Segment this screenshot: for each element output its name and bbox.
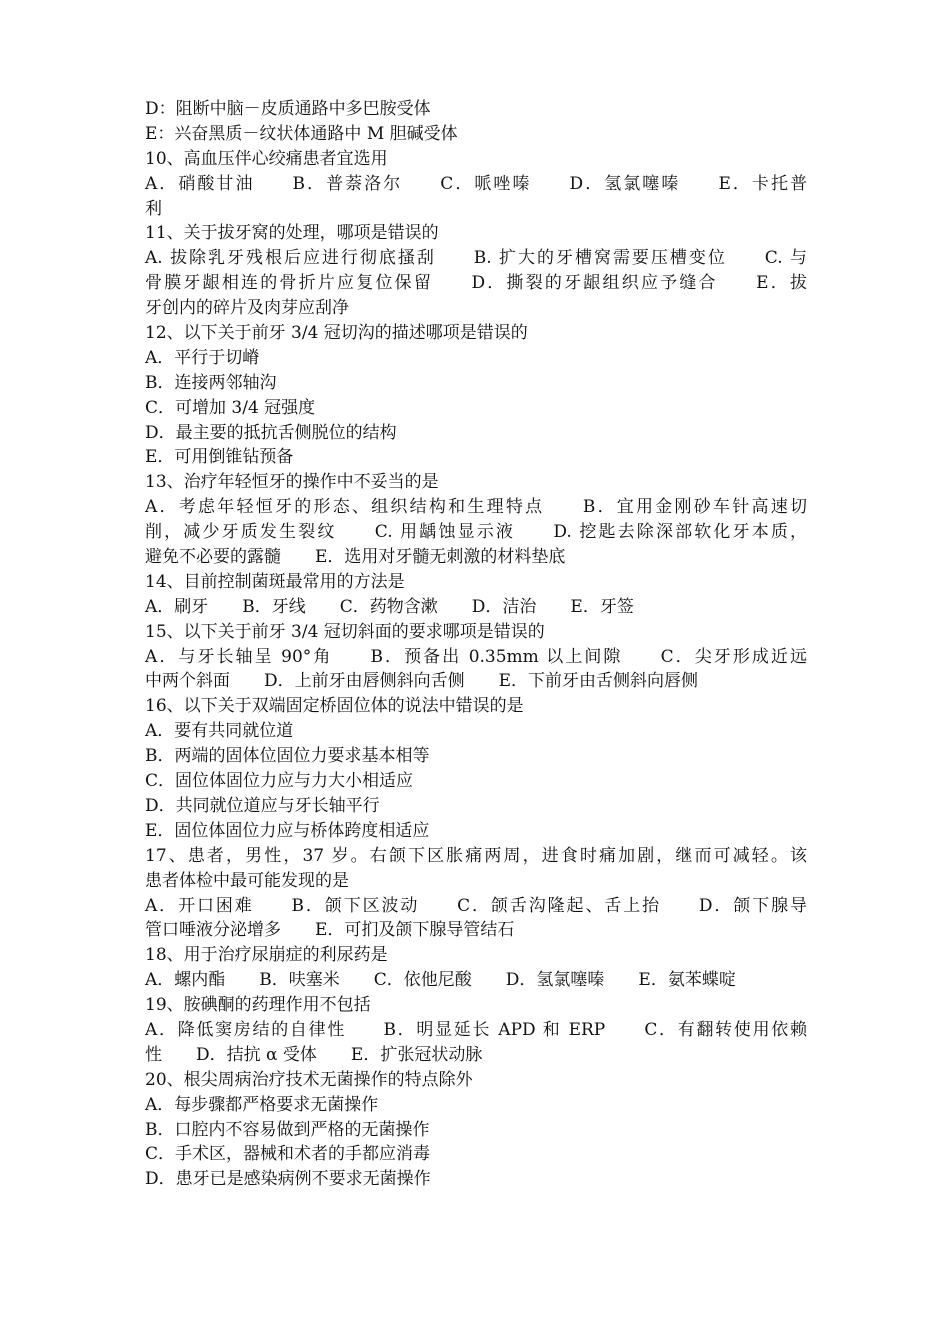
question-stem: 20、根尖周病治疗技术无菌操作的特点除外	[145, 1069, 473, 1090]
answer-option: C．固位体固位力应与力大小相适应	[145, 771, 414, 792]
text-line: E：兴奋黑质－纹状体通路中 M 胆碱受体	[145, 123, 458, 144]
answer-options-line: 削，减少牙质发生裂纹 C. 用龋蚀显示液 D. 挖匙去除深部软化牙本质，	[145, 522, 807, 543]
question-stem: 11、关于拔牙窝的处理，哪项是错误的	[145, 223, 439, 244]
answer-options-line: A．考虑年轻恒牙的形态、组织结构和生理特点 B．宜用金刚砂车针高速切	[145, 497, 807, 518]
answer-options-line: 避免不必要的露髓 E．选用对牙髓无刺激的材料垫底	[145, 547, 566, 568]
question-stem: 15、以下关于前牙 3/4 冠切斜面的要求哪项是错误的	[145, 621, 545, 642]
answer-option: B．两端的固体位固位力要求基本相等	[145, 746, 430, 767]
answer-options-line: A．降低窦房结的自律性 B．明显延长 APD 和 ERP C．有翻转使用依赖	[145, 1019, 807, 1040]
question-stem: 12、以下关于前牙 3/4 冠切沟的描述哪项是错误的	[145, 323, 528, 344]
answer-option: E．固位体固位力应与桥体跨度相适应	[145, 820, 430, 841]
answer-option: B．连接两邻轴沟	[145, 372, 277, 393]
answer-options-line: A．螺内酯 B．呋塞米 C．依他尼酸 D．氢氯噻嗪 E．氨苯蝶啶	[145, 970, 736, 991]
answer-option: D．最主要的抵抗舌侧脱位的结构	[145, 422, 397, 443]
answer-option: B．口腔内不容易做到严格的无菌操作	[145, 1119, 430, 1140]
answer-options-line: A. 拔除乳牙残根后应进行彻底搔刮 B. 扩大的牙槽窝需要压槽变位 C. 与	[145, 248, 807, 269]
answer-option: A．平行于切嵴	[145, 347, 260, 368]
answer-options-line: 牙创内的碎片及肉芽应刮净	[145, 298, 349, 319]
answer-option: A．要有共同就位道	[145, 721, 294, 742]
answer-options-line: 管口唾液分泌增多 E．可扪及颌下腺导管结石	[145, 920, 515, 941]
answer-options-line: 性 D．拮抗 α 受体 E．扩张冠状动脉	[145, 1044, 483, 1065]
answer-options-line: A．刷牙 B．牙线 C．药物含漱 D．洁治 E．牙签	[145, 596, 634, 617]
question-stem: 17、患者，男性，37 岁。右颌下区胀痛两周，进食时痛加剧，继而可减轻。该	[145, 845, 807, 866]
answer-option: D．共同就位道应与牙长轴平行	[145, 795, 380, 816]
question-stem: 13、治疗年轻恒牙的操作中不妥当的是	[145, 472, 439, 493]
answer-options-line: 骨膜牙龈相连的骨折片应复位保留 D．撕裂的牙龈组织应予缝合 E．拔	[145, 273, 807, 294]
answer-options-line: A．硝酸甘油 B．普萘洛尔 C．哌唑嗪 D．氢氯噻嗪 E．卡托普	[145, 173, 807, 194]
question-stem: 18、用于治疗尿崩症的利尿药是	[145, 945, 388, 966]
answer-options-line: A．与牙长轴呈 90°角 B．预备出 0.35mm 以上间隙 C．尖牙形成近远	[145, 646, 807, 667]
answer-option: D．患牙已是感染病例不要求无菌操作	[145, 1169, 431, 1190]
answer-option: A．每步骤都严格要求无菌操作	[145, 1094, 379, 1115]
question-stem: 患者体检中最可能发现的是	[145, 870, 349, 891]
question-stem: 19、胺碘酮的药理作用不包括	[145, 995, 371, 1016]
answer-option: C．可增加 3/4 冠强度	[145, 397, 316, 418]
answer-options-line: A．开口困难 B．颌下区波动 C．颌舌沟隆起、舌上抬 D．颌下腺导	[145, 895, 807, 916]
answer-options-line: 利	[145, 198, 162, 219]
question-stem: 14、目前控制菌斑最常用的方法是	[145, 571, 405, 592]
question-stem: 10、高血压伴心绞痛患者宜选用	[145, 148, 388, 169]
answer-options-line: 中两个斜面 D．上前牙由唇侧斜向舌侧 E．下前牙由舌侧斜向唇侧	[145, 671, 699, 692]
document-page	[145, 97, 807, 1192]
answer-option: C．手术区，器械和术者的手都应消毒	[145, 1144, 431, 1165]
answer-option: E．可用倒锥钻预备	[145, 447, 294, 468]
question-stem: 16、以下关于双端固定桥固位体的说法中错误的是	[145, 696, 524, 717]
text-line: D：阻断中脑－皮质通路中多巴胺受体	[145, 99, 431, 119]
